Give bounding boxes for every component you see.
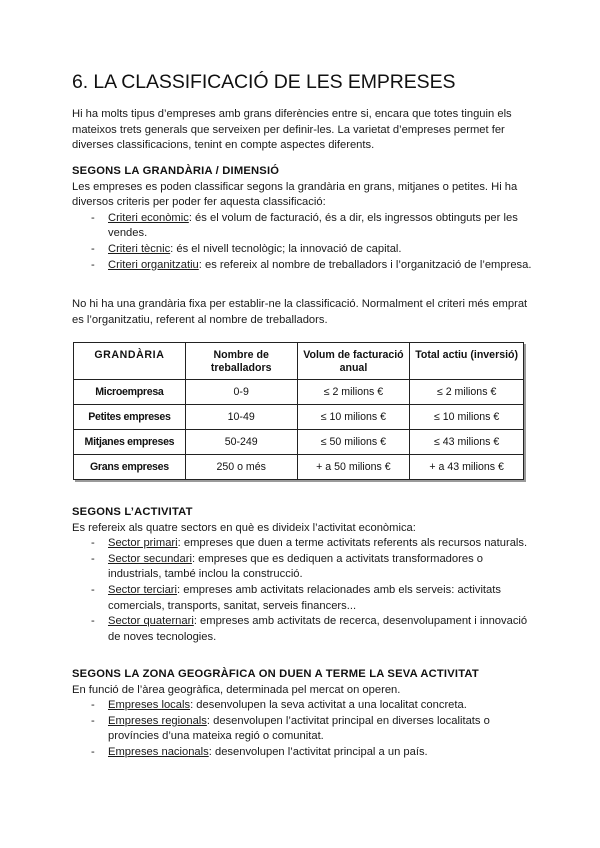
section-activity xyxy=(72,505,532,645)
dash-bullet: - xyxy=(91,583,95,596)
table-cell: ≤ 2 milions € xyxy=(297,380,410,405)
dash-bullet: - xyxy=(91,258,95,271)
list-item xyxy=(72,552,532,583)
list-item-term: Empreses locals xyxy=(108,699,191,712)
table-row xyxy=(74,405,524,430)
table-row xyxy=(74,380,524,405)
dash-bullet: - xyxy=(91,552,95,565)
list-item-term: Sector terciari xyxy=(108,583,178,596)
table-header-cell: Nombre de treballadors xyxy=(185,343,297,380)
table-cell: Petites empreses xyxy=(74,405,186,430)
list-item-desc: : desenvolupen l’activitat principal a un país. xyxy=(208,745,428,758)
section-heading-size: SEGONS LA GRANDÀRIA / DIMENSIÓ xyxy=(72,165,280,177)
list-item-term: Criteri tècnic xyxy=(108,242,171,255)
table-cell: ≤ 10 milions € xyxy=(410,405,524,430)
list-item-term: Empreses nacionals xyxy=(108,745,209,758)
table-cell: 250 o més xyxy=(185,455,297,480)
list-item-desc: : empreses que es dediquen a activitats transformadores o industrials, també inclou la construcció. xyxy=(108,552,483,581)
activity-sectors-list xyxy=(72,536,532,645)
section-geography-text: En funció de l’àrea geogràfica, determinada pel mercat on operen. xyxy=(72,683,401,696)
section-size xyxy=(72,164,532,273)
table-cell: 0-9 xyxy=(185,380,297,405)
size-criteria-list xyxy=(72,211,532,273)
table-cell: + a 43 milions € xyxy=(410,455,524,480)
dash-bullet: - xyxy=(91,211,95,224)
table-cell: ≤ 10 milions € xyxy=(297,405,410,430)
intro-paragraph: Hi ha molts tipus d’empreses amb grans diferències entre si, encara que totes tinguin els mateixos trets generals que serveixen per definir-les. La varietat d’empreses permet fer diverses classificacions, tenint en compte aspectes diferents. xyxy=(72,108,512,152)
list-item-desc: : es refereix al nombre de treballadors i l’organització de l’empresa. xyxy=(198,258,532,271)
size-classification-table xyxy=(73,342,524,480)
section-heading-geography: SEGONS LA ZONA GEOGRÀFICA ON DUEN A TERME LA SEVA ACTIVITAT xyxy=(72,668,479,680)
list-item xyxy=(72,698,532,714)
dash-bullet: - xyxy=(91,242,95,255)
table-row xyxy=(74,455,524,480)
list-item xyxy=(72,211,532,242)
list-item-desc: : és el volum de facturació, és a dir, els ingressos obtinguts per les vendes. xyxy=(108,211,518,240)
dash-bullet: - xyxy=(91,537,95,550)
table-header-cell: Volum de facturació anual xyxy=(297,343,410,380)
list-item xyxy=(72,583,532,614)
table-cell: 50-249 xyxy=(185,430,297,455)
table-cell: ≤ 50 milions € xyxy=(297,430,410,455)
list-item-desc: : empreses que duen a terme activitats referents als recursos naturals. xyxy=(177,537,528,550)
page-title: 6. LA CLASSIFICACIÓ DE LES EMPRESES xyxy=(72,71,456,93)
section-geography xyxy=(72,667,532,761)
list-item xyxy=(72,242,532,258)
section-heading-activity: SEGONS L’ACTIVITAT xyxy=(72,506,193,518)
list-item-term: Empreses regionals xyxy=(108,714,207,727)
list-item xyxy=(72,258,532,274)
table-row xyxy=(74,430,524,455)
table-header-cell: GRANDÀRIA xyxy=(74,343,186,380)
list-item xyxy=(72,714,532,745)
dash-bullet: - xyxy=(91,615,95,628)
dash-bullet: - xyxy=(91,699,95,712)
geography-list xyxy=(72,698,532,760)
table-header-row xyxy=(74,343,524,380)
list-item-desc: : desenvolupen l’activitat principal en diverses localitats o províncies d’una mateixa regió o comunitat. xyxy=(108,714,490,743)
table-cell: 10-49 xyxy=(185,405,297,430)
table-cell: Microempresa xyxy=(74,380,186,405)
list-item-term: Sector secundari xyxy=(108,552,192,565)
size-note-paragraph: No hi ha una grandària fixa per establir-ne la classificació. Normalment el criteri més emprat es l’organitzatiu, referent al nombre de treballadors. xyxy=(72,298,528,326)
dash-bullet: - xyxy=(91,745,95,758)
list-item xyxy=(72,745,532,761)
list-item-term: Sector primari xyxy=(108,537,178,550)
list-item xyxy=(72,536,532,552)
list-item-term: Criteri organitzatiu xyxy=(108,258,199,271)
section-activity-text: Es refereix als quatre sectors en què es divideix l’activitat econòmica: xyxy=(72,521,416,534)
table-cell: + a 50 milions € xyxy=(297,455,410,480)
table-cell: Mitjanes empreses xyxy=(74,430,186,455)
list-item-desc: : empreses amb activitats de recerca, desenvolupament i innovació de noves tecnologies. xyxy=(108,615,528,643)
table-cell: ≤ 43 milions € xyxy=(410,430,524,455)
list-item xyxy=(72,614,532,645)
dash-bullet: - xyxy=(91,714,95,727)
table-cell: ≤ 2 milions € xyxy=(410,380,524,405)
list-item-desc: : desenvolupen la seva activitat a una localitat concreta. xyxy=(190,699,467,712)
list-item-desc: : és el nivell tecnològic; la innovació de capital. xyxy=(170,242,402,255)
list-item-desc: : empreses amb activitats relacionades amb els serveis: activitats comercials, transports, sanitat, serveis financers... xyxy=(108,583,501,612)
section-size-text: Les empreses es poden classificar segons la grandària en grans, mitjanes o petites. Hi ha diversos criteris per poder fer aquesta classificació: xyxy=(72,180,518,209)
table-cell: Grans empreses xyxy=(74,455,186,480)
list-item-term: Criteri econòmic xyxy=(108,211,189,224)
list-item-term: Sector quaternari xyxy=(108,615,194,628)
table-header-cell: Total actiu (inversió) xyxy=(410,343,524,380)
